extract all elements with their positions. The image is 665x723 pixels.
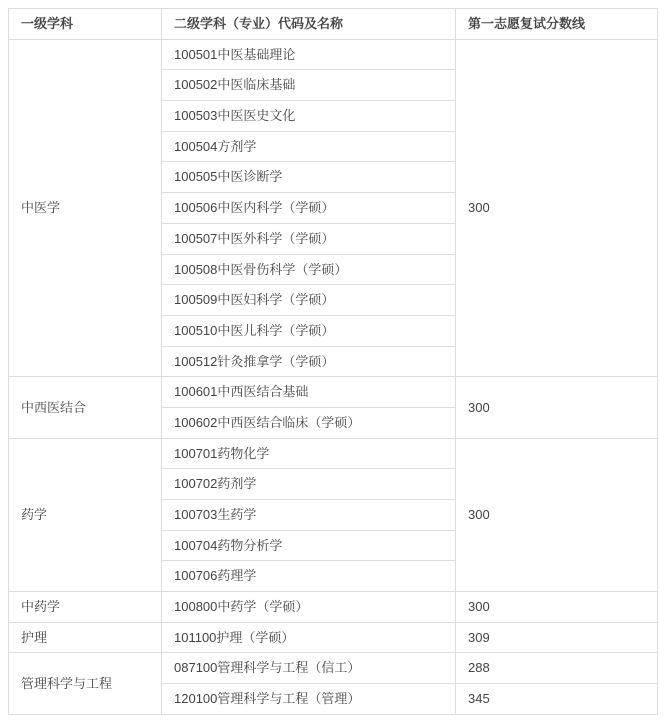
table-body [9,39,658,714]
table-row [9,438,658,469]
major-cell: 100800中药学（学硕） [162,592,456,623]
major-cell: 100503中医医史文化 [162,101,456,132]
major-cell: 100507中医外科学（学硕） [162,223,456,254]
header-row [9,9,658,40]
major-cell: 100602中西医结合临床（学硕） [162,407,456,438]
major-cell: 100706药理学 [162,561,456,592]
major-cell: 100509中医妇科学（学硕） [162,285,456,316]
table-row [9,653,658,684]
score-cell: 309 [456,622,658,653]
major-cell: 100506中医内科学（学硕） [162,193,456,224]
major-cell: 100702药剂学 [162,469,456,500]
major-cell: 100508中医骨伤科学（学硕） [162,254,456,285]
major-cell: 101100护理（学硕） [162,622,456,653]
major-cell: 100502中医临床基础 [162,70,456,101]
discipline-cell: 中医学 [9,39,162,377]
score-cell: 300 [456,592,658,623]
header-first-level-discipline: 一级学科 [9,9,162,40]
major-cell: 100504方剂学 [162,131,456,162]
table-row [9,592,658,623]
major-cell: 100505中医诊断学 [162,162,456,193]
score-cell: 300 [456,438,658,591]
table-row [9,377,658,408]
header-first-choice-score-line: 第一志愿复试分数线 [456,9,658,40]
discipline-cell: 护理 [9,622,162,653]
score-cell: 345 [456,684,658,715]
table-header [9,9,658,40]
header-second-level-code-name: 二级学科（专业）代码及名称 [162,9,456,40]
score-cell: 300 [456,377,658,438]
major-cell: 100512针灸推拿学（学硕） [162,346,456,377]
discipline-cell: 中西医结合 [9,377,162,438]
score-cell: 300 [456,39,658,377]
major-cell: 100701药物化学 [162,438,456,469]
major-cell: 100601中西医结合基础 [162,377,456,408]
major-cell: 120100管理科学与工程（管理） [162,684,456,715]
admission-score-table [8,8,658,715]
score-cell: 288 [456,653,658,684]
discipline-cell: 管理科学与工程 [9,653,162,714]
discipline-cell: 中药学 [9,592,162,623]
major-cell: 100703生药学 [162,500,456,531]
major-cell: 100510中医儿科学（学硕） [162,315,456,346]
major-cell: 100501中医基础理论 [162,39,456,70]
table-row [9,39,658,70]
major-cell: 100704药物分析学 [162,530,456,561]
table-row [9,622,658,653]
major-cell: 087100管理科学与工程（信工） [162,653,456,684]
discipline-cell: 药学 [9,438,162,591]
